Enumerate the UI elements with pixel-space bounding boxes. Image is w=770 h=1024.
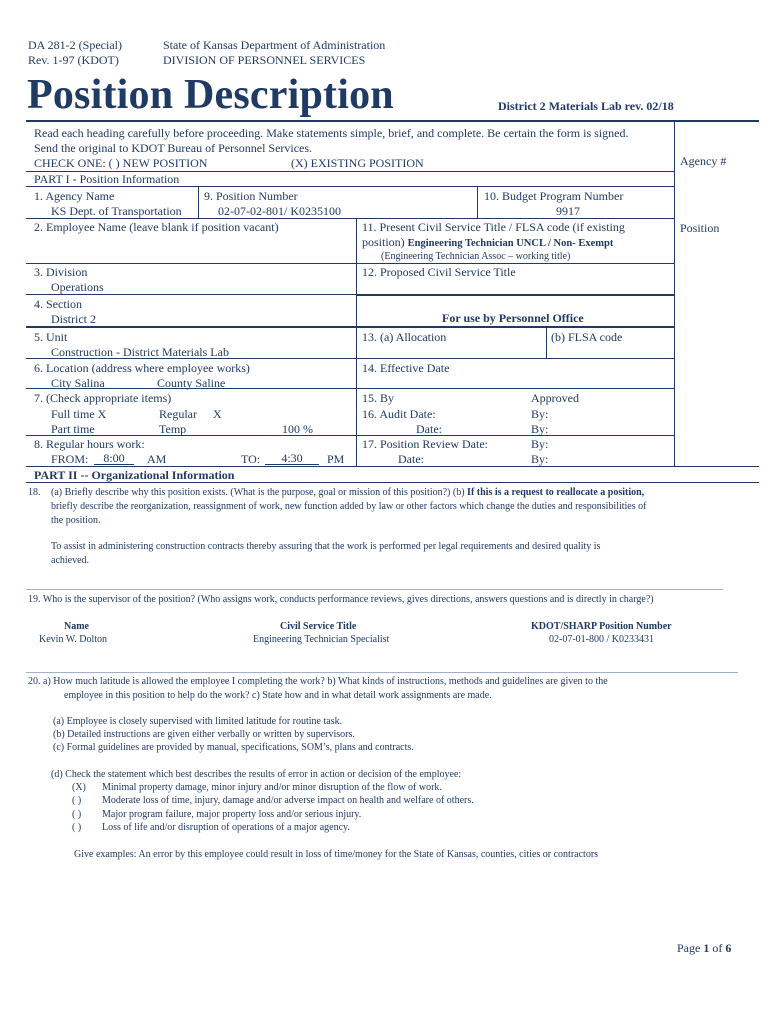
rule	[26, 435, 675, 436]
hours-label: 8. Regular hours work:	[34, 437, 145, 451]
review-date-sub: Date:	[398, 452, 424, 466]
q18-question	[51, 486, 644, 499]
audit-date-label: 16. Audit Date:	[362, 407, 436, 421]
rule	[26, 263, 675, 264]
q20-answer-c[interactable]: (c) Formal guidelines are provided by manual, specifications, SOM’s, plans and contracts.	[53, 742, 414, 753]
budget-label: 10. Budget Program Number	[484, 189, 624, 203]
civil-service-label-cont	[362, 235, 613, 250]
mid-vertical	[356, 218, 357, 466]
allocation-label: 13. (a) Allocation	[362, 330, 447, 344]
rule	[356, 294, 675, 296]
section-value[interactable]: District 2	[51, 312, 96, 326]
error-option-2-text: Moderate loss of time, injury, damage and/or adverse impact on health and welfare of others.	[102, 795, 474, 806]
error-option-4[interactable]	[72, 821, 350, 834]
rule	[26, 388, 675, 389]
rule	[26, 589, 723, 590]
position-number-label: 9. Position Number	[204, 189, 298, 203]
part-time-option[interactable]: Part time	[51, 422, 95, 436]
position-number-value[interactable]: 02-07-02-801/ K0235100	[218, 204, 341, 218]
page-title: Position Description	[27, 72, 394, 118]
q20-answer-b[interactable]: (b) Detailed instructions are given either verbally or written by supervisors.	[53, 729, 355, 740]
error-option-3-text: Major program failure, major property loss and/or serious injury.	[102, 809, 362, 820]
page-current: 1	[703, 941, 710, 955]
rule	[26, 326, 675, 328]
regular-option[interactable]: Regular	[159, 407, 197, 421]
error-option-1[interactable]	[72, 781, 442, 794]
rule	[26, 466, 759, 467]
full-time-option[interactable]: Full time X	[51, 407, 107, 421]
agency-number-label: Agency #	[680, 154, 727, 168]
approved-label: Approved	[531, 391, 579, 405]
supervisor-title[interactable]: Engineering Technician Specialist	[253, 634, 390, 645]
budget-value[interactable]: 9917	[556, 204, 580, 218]
unit-value[interactable]: Construction - District Materials Lab	[51, 345, 229, 359]
working-title: (Engineering Technician Assoc – working title)	[381, 251, 571, 262]
city-value[interactable]: City Salina	[51, 376, 105, 390]
division-label: 3. Division	[34, 265, 88, 279]
rule	[26, 186, 675, 187]
division-heading: DIVISION OF PERSONNEL SERVICES	[163, 53, 366, 67]
division-value[interactable]: Operations	[51, 280, 104, 294]
location-label: 6. Location (address where employee works)	[34, 361, 250, 375]
from-time[interactable]: 8:00	[94, 452, 134, 465]
to-time[interactable]: 4:30	[265, 452, 319, 465]
rule	[26, 294, 356, 295]
part2-title: PART II -- Organizational Information	[34, 468, 235, 482]
supervisor-name[interactable]: Kevin W. Dolton	[39, 634, 108, 645]
agency-name-value[interactable]: KS Dept. of Transportation	[51, 204, 182, 218]
check-new-position[interactable]: CHECK ONE: ( ) NEW POSITION	[34, 156, 208, 170]
agency-name-label: 1. Agency Name	[34, 189, 115, 203]
error-option-1-text: Minimal property damage, minor injury and/or minor disruption of the flow of work.	[102, 782, 442, 793]
rule	[198, 186, 199, 218]
error-option-2[interactable]	[72, 794, 474, 807]
error-option-4-mark[interactable]: ( )	[72, 822, 82, 833]
percent-value[interactable]: 100 %	[282, 422, 313, 436]
check-items-label: 7. (Check appropriate items)	[34, 391, 172, 405]
error-examples[interactable]: Give examples: An error by this employee could result in loss of time/money for the State of Kansas, counties, cities or contractors	[74, 849, 599, 860]
supervisor-title-label: Civil Service Title	[280, 621, 357, 632]
pm-label: PM	[327, 452, 345, 466]
q18-answer-line2[interactable]: achieved.	[51, 555, 90, 566]
q20-line2: employee in this position to help do the work? c) State how and in what detail work assignments are made.	[64, 690, 492, 701]
temp-option[interactable]: Temp	[159, 422, 187, 436]
header-rule	[26, 120, 759, 122]
supervisor-position-label: KDOT/SHARP Position Number	[531, 621, 672, 632]
q18-line2: briefly describe the reorganization, reassignment of work, new function added by law or other factors which change the duties and responsibilities of	[51, 501, 647, 512]
rule	[546, 326, 547, 358]
position-label: Position	[680, 221, 720, 235]
part1-title: PART I - Position Information	[34, 172, 180, 186]
agency-heading: State of Kansas Department of Administration	[163, 38, 386, 52]
am-label: AM	[147, 452, 167, 466]
flsa-code-label: (b) FLSA code	[551, 330, 623, 344]
review-date-label: 17. Position Review Date:	[362, 437, 488, 451]
check-existing-position[interactable]: (X) EXISTING POSITION	[291, 156, 424, 170]
intro-line1: Read each heading carefully before proceeding. Make statements simple, brief, and complete. Be certain the form is signed.	[34, 126, 629, 140]
q18-number: 18.	[28, 487, 41, 498]
review-by1: By:	[531, 437, 549, 451]
to-label: TO:	[241, 452, 261, 466]
q19-question: 19. Who is the supervisor of the position? (Who assigns work, conducts performance reviews, gives directions, answers questions and is directly in charge?)	[28, 594, 654, 605]
q18-part-a: (a) Briefly describe why this position exists. (What is the purpose, goal or mission of this position?) (b)	[51, 487, 465, 498]
review-by2: By:	[531, 452, 549, 466]
section-label: 4. Section	[34, 297, 82, 311]
q18-part-b: If this is a request to reallocate a position,	[467, 487, 645, 498]
audit-date-sub: Date:	[416, 422, 442, 436]
error-option-3-mark[interactable]: ( )	[72, 809, 82, 820]
civil-service-value[interactable]: Engineering Technician UNCL / Non- Exempt	[407, 238, 614, 249]
proposed-title-label: 12. Proposed Civil Service Title	[362, 265, 516, 279]
civil-service-label2: position)	[362, 235, 405, 249]
rule	[356, 218, 675, 219]
q20-answer-a[interactable]: (a) Employee is closely supervised with limited latitude for routine task.	[53, 716, 343, 727]
error-option-1-mark[interactable]: (X)	[72, 782, 86, 793]
regular-mark: X	[213, 407, 222, 421]
form-id: DA 281-2 (Special)	[28, 38, 122, 52]
error-option-2-mark[interactable]: ( )	[72, 795, 82, 806]
form-rev: Rev. 1-97 (KDOT)	[28, 53, 119, 67]
lab-rev: District 2 Materials Lab rev. 02/18	[498, 99, 674, 113]
q20-line1: 20. a) How much latitude is allowed the employee I completing the work? b) What kinds of instructions, methods and guidelines are given to the	[28, 676, 608, 687]
intro-line2: Send the original to KDOT Bureau of Personnel Services.	[34, 141, 313, 155]
supervisor-position[interactable]: 02-07-01-800 / K0233431	[549, 634, 654, 645]
rule	[26, 482, 759, 483]
rule	[26, 672, 738, 673]
by-label: 15. By	[362, 391, 395, 405]
county-value[interactable]: County Saline	[157, 376, 226, 390]
civil-service-label: 11. Present Civil Service Title / FLSA code (if existing	[362, 220, 625, 234]
from-label: FROM:	[51, 452, 89, 466]
page-total: 6	[725, 941, 732, 955]
unit-label: 5. Unit	[34, 330, 68, 344]
employee-name-label: 2. Employee Name (leave blank if position vacant)	[34, 220, 279, 234]
rule	[26, 218, 356, 219]
effective-date-label: 14. Effective Date	[362, 361, 450, 375]
audit-by1: By:	[531, 407, 549, 421]
right-vertical	[674, 120, 675, 466]
page-label: Page	[677, 941, 701, 955]
error-option-3[interactable]	[72, 808, 361, 821]
audit-by2: By:	[531, 422, 549, 436]
rule	[477, 186, 478, 218]
q18-answer-line1[interactable]: To assist in administering construction contracts thereby assuring that the work is performed per legal requirements and desired quality is	[51, 541, 601, 552]
personnel-office-heading: For use by Personnel Office	[442, 311, 584, 325]
page-of: of	[712, 941, 723, 955]
q18-line3: the position.	[51, 515, 101, 526]
page-number	[677, 941, 731, 955]
supervisor-name-label: Name	[64, 621, 89, 632]
error-option-4-text: Loss of life and/or disruption of operations of a major agency.	[102, 822, 350, 833]
q20-d-question: (d) Check the statement which best describes the results of error in action or decision of the employee:	[51, 769, 462, 780]
